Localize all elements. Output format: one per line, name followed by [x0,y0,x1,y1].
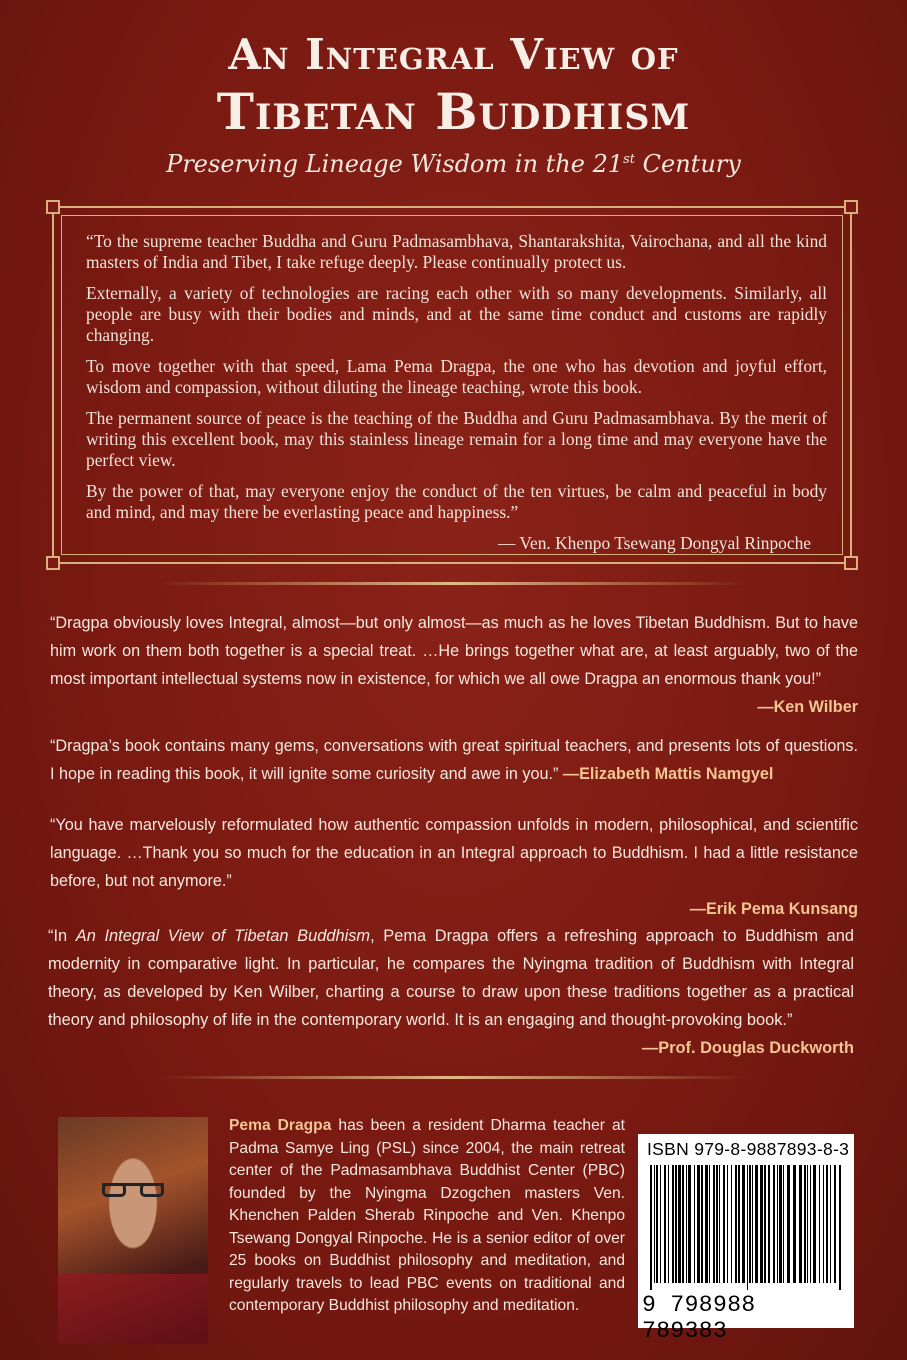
ornamental-divider [160,1076,747,1079]
barcode-bar [664,1165,666,1283]
author-photo [58,1117,208,1344]
ornamental-divider [160,582,747,585]
barcode-bar [768,1165,770,1283]
barcode-bar [654,1165,655,1283]
endorsement-attribution: —Ken Wilber [757,698,858,716]
frame-corner-ornament [46,556,60,570]
barcode-bar [813,1165,816,1283]
barcode-bar [760,1165,763,1283]
barcode-bar [660,1165,661,1283]
endorsement-kunsang [50,811,858,923]
author-bio [229,1115,625,1318]
barcode-bar [716,1165,718,1283]
barcode-bar [810,1165,811,1283]
barcode-bar [686,1165,687,1283]
book-subtitle [0,150,907,178]
endorsement-text: “You have marvelously reformulated how authentic compassion unfolds in modern, philosophical, and scientific language. …Thank you so much for the education in an Integral approach to Buddhism. I had a little resistance before, but not anymore.” [50,816,858,890]
barcode-bar [799,1165,802,1283]
barcode-bar [787,1165,790,1283]
subtitle-text-end: Century [635,150,741,178]
barcode-bar [672,1165,674,1283]
barcode-bar [764,1165,766,1283]
tribute-signature: — Ven. Khenpo Tsewang Dongyal Rinpoche [497,533,811,553]
barcode-bar [830,1165,831,1283]
glasses-shape [102,1183,164,1202]
frame-corner-ornament [46,200,60,214]
barcode-bar [694,1165,695,1283]
barcode-bar [705,1165,708,1283]
barcode-bar [656,1165,658,1283]
endorsement-duckworth [48,922,854,1062]
barcode-bar [779,1165,782,1283]
barcode-bar [738,1165,740,1283]
barcode-bar [735,1165,737,1283]
barcode-bar [723,1165,725,1283]
barcode-bar [783,1165,784,1283]
barcode-bar [747,1165,748,1290]
endorsement-book-title: An Integral View of Tibetan Buddhism [75,927,371,945]
endorsement-namgyel [50,732,858,788]
tribute-paragraph: Externally, a variety of technologies are racing each other with so many developments. Similarly, all people are busy with their bodies and minds, and at the same time conduct and customs are rapidly changing. [86,283,827,345]
barcode-bar [804,1165,806,1283]
isbn-barcode [638,1134,854,1344]
barcode-bar [752,1165,753,1283]
endorsement-text: “Dragpa obviously loves Integral, almost—but only almost—as much as he loves Tibetan Buddhism. But to have him work on them both together is a special treat. …He brings together what are, at least arguably, two of the most important intellectual systems now in existence, for which we all owe Dragpa an enormous thank you!” [50,614,858,688]
barcode-bar [731,1165,732,1283]
tribute-paragraph: “To the supreme teacher Buddha and Guru Padmasambhava, Shantarakshita, Vairochana, and all the kind masters of India and Tibet, I take refuge deeply. Please continually protect us. [86,231,827,272]
barcode-bar [839,1165,841,1290]
endorsement-attribution: —Erik Pema Kunsang [689,900,858,918]
barcode-bar [709,1165,710,1283]
barcode-bar [773,1165,775,1283]
barcode-bar [713,1165,715,1283]
tribute-paragraph: To move together with that speed, Lama Pema Dragpa, the one who has devotion and joyful effort, wisdom and compassion, without diluting the lineage teaching, wrote this book. [86,356,827,397]
robe-shape [58,1274,208,1344]
endorsement-attribution: —Elizabeth Mattis Namgyel [562,765,774,783]
barcode-bar [819,1165,820,1283]
book-title-line-2: Tibetan Buddhism [216,82,691,141]
endorsement-attribution: —Prof. Douglas Duckworth [641,1039,854,1057]
book-title-line-1: An Integral View of [228,30,679,79]
barcode-bar [807,1165,808,1283]
frame-corner-ornament [844,200,858,214]
barcode-bar [678,1165,681,1283]
endorsement-text: “Dragpa’s book contains many gems, conversations with great spiritual teachers, and presents lots of questions. I hope in reading this book, it will ignite some curiosity and awe in you.” [50,737,858,783]
tribute-paragraph: The permanent source of peace is the teaching of the Buddha and Guru Padmasambhava. By the merit of writing this excellent book, may this stainless lineage remain for a long time and may everyone have the perfect view. [86,408,827,470]
barcode-bar [727,1165,728,1283]
author-name: Pema Dragpa [229,1117,332,1134]
tribute-text [86,231,827,554]
barcode-bar [834,1165,836,1283]
isbn-label: ISBN 979-8-9887893-8-3 [647,1139,850,1159]
barcode-bar [777,1165,778,1283]
barcode-bars [646,1165,846,1290]
barcode-bar [719,1165,720,1283]
endorsement-wilber [50,609,858,721]
barcode-bar [749,1165,751,1283]
subtitle-text: Preserving Lineage Wisdom in the 21 [166,150,624,178]
barcode-bar [650,1165,652,1290]
barcode-bar [688,1165,691,1283]
barcode-bar [701,1165,703,1283]
barcode-bar [675,1165,677,1283]
barcode-bar [697,1165,700,1283]
author-bio-text: has been a resident Dharma teacher at Padma Samye Ling (PSL) since 2004, the main retreat center of the Padmasambhava Buddhist Center (PBC) founded by the Nyingma Dzogchen masters Ven. Khenchen Palden Sherab Rinpoche and Ven. Khenpo Tsewang Dongyal Rinpoche. He is a senior editor of over 25 books on Buddhist philosophy and meditation, and regularly travels to lead PBC events on traditional and contemporary Buddhist philosophy and meditation. [229,1117,626,1314]
endorsement-text-cont: , Pema Dragpa offers a refreshing approach to Buddhism and modernity in comparative light. In particular, he compares the Nyingma tradition of Buddhism with Integral theory, as developed by Ken Wilber, charting a course to draw upon these traditions together as a practical theory and philosophy of life in the contemporary world. It is an engaging and thought-provoking book.” [48,927,854,1029]
subtitle-superscript: st [623,152,636,167]
barcode-bar [793,1165,796,1283]
barcode-bar [742,1165,745,1283]
barcode-bar [826,1165,828,1283]
endorsement-text: “In [48,927,76,945]
barcode-digits: 9 798988 789383 [642,1292,756,1344]
barcode-bar [755,1165,758,1283]
barcode-bar [682,1165,684,1283]
tribute-paragraph: By the power of that, may everyone enjoy the conduct of the ten virtues, be calm and peaceful in body and mind, and may there be everlasting peace and happiness.” [86,481,827,522]
barcode-bar [668,1165,669,1283]
frame-corner-ornament [844,556,858,570]
barcode-bar [823,1165,824,1283]
